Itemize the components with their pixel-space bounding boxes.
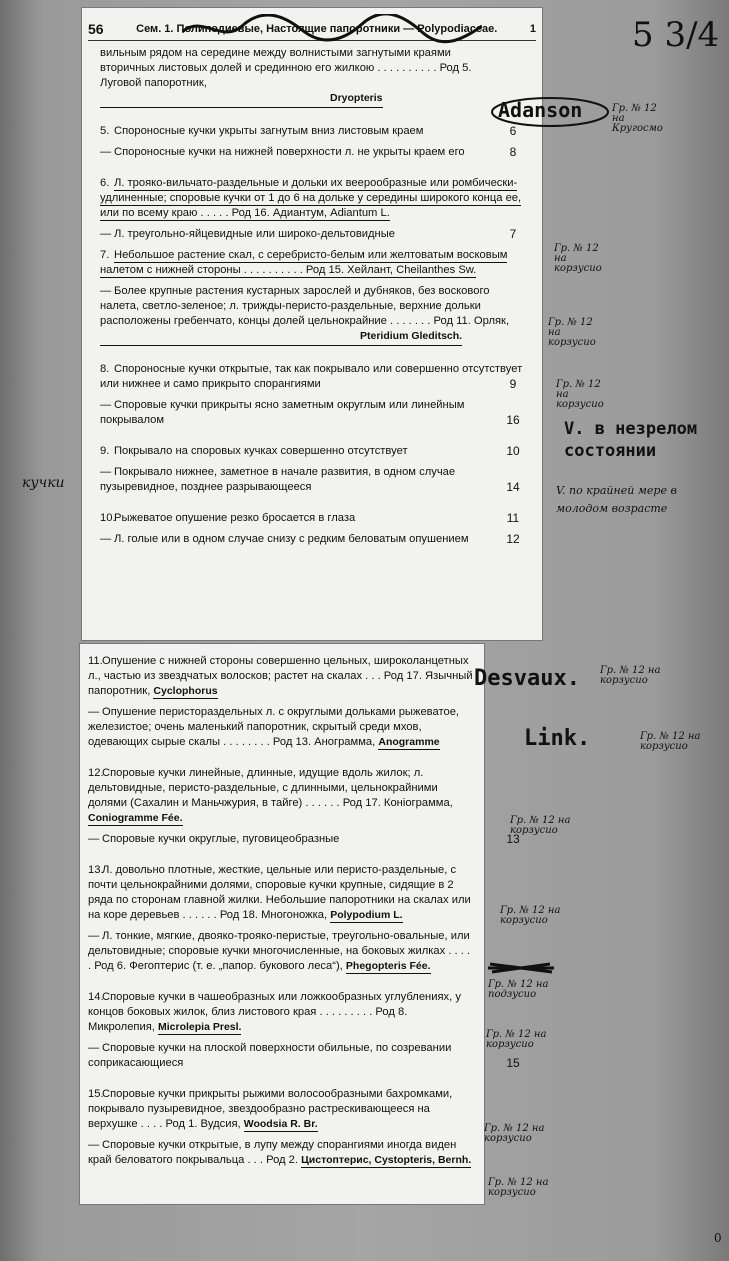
entry-number: — xyxy=(100,146,112,158)
entry-12 xyxy=(88,766,476,826)
entry-text: Опушение перистораздельных л. с округлыми дольками рыжеватое, железистое; очень маленький папоротник, скрытый среди мхов, одевающих сырые скалы . . . . . . . . Род 13. Анограмма, xyxy=(88,706,460,748)
entry-11 xyxy=(88,654,476,699)
entry-text: Споровые кучки прикрыты ясно заметным округлым или линейным покрывалом xyxy=(100,399,465,426)
entry-8-alt xyxy=(100,398,526,428)
entry-text: Покрывало на споровых кучках совершенно отсутствует xyxy=(114,445,408,457)
entry-ref: 7 xyxy=(509,227,517,241)
entry-5 xyxy=(100,124,526,139)
entry-number: 8. xyxy=(100,363,110,375)
entry-ref: 10 xyxy=(506,444,520,458)
note-left-kuchki: кучки xyxy=(22,475,65,491)
entry-text: Л. трояко-вильчато-раздельные и дольки их веерообразные или ромбически-удлиненные; споровые кучки от 1 до 6 на дольке у середины широкого конца ее, или по всему краю . . . . . Род 16. Адиантум, Adiantum L. xyxy=(100,177,522,219)
note-adanson: Гр. № 12 на Кругосмо xyxy=(612,103,663,134)
note-entry-13: Гр. № 12 на корзусио xyxy=(500,905,561,926)
entry-9 xyxy=(100,444,526,459)
entry-number: 5. xyxy=(100,125,110,137)
genus-name: Woodsia R. Br. xyxy=(243,1118,318,1130)
entry-7 xyxy=(100,248,526,278)
entry-number: — xyxy=(88,1139,100,1151)
entry-text: Спороносные кучки укрыты загнутым вниз листовым краем xyxy=(114,125,424,137)
entry-ref: 13 xyxy=(506,832,520,846)
genus-name: Cyclophorus xyxy=(153,685,218,697)
genus-name: Цистоптерис, Cystopteris, Bernh. xyxy=(301,1154,472,1166)
note-entry-14: Гр. № 12 на корзусио xyxy=(486,1029,547,1050)
entry-number: — xyxy=(88,833,100,845)
note-entry-11b: Гр. № 12 на корзусио xyxy=(640,731,701,752)
note-pteridium: Гр. № 12 на корзусио xyxy=(556,379,604,410)
page-number: 56 xyxy=(88,21,104,37)
handwritten-adanson: Adanson xyxy=(498,98,583,122)
entry-ref: 8 xyxy=(509,145,517,159)
entry-7-alt xyxy=(100,284,526,346)
entry-number: — xyxy=(100,399,112,411)
genus-name: Polypodium L. xyxy=(330,909,403,921)
entry-number: — xyxy=(100,228,112,240)
corner-number: 5 3/4 xyxy=(632,15,720,55)
handwritten-link: Link. xyxy=(524,726,591,751)
entry-12-alt xyxy=(88,832,520,847)
note-young-age: V. по крайней мере в молодом возрасте xyxy=(556,484,677,515)
entry-text: Рыжеватое опушение резко бросается в глаза xyxy=(114,512,356,524)
entry-text: Споровые кучки в чашеобразных или ложкообразных углублениях, у концов боковых жилок, близ листового края . . . . . . . . . Род 8. Микролепия, xyxy=(88,991,461,1033)
handwritten-desvaux: Desvaux. xyxy=(474,666,580,691)
entry-text: Споровые кучки округлые, пуговицеобразные xyxy=(102,833,340,845)
note-entry-7: Гр. № 12 на корзусио xyxy=(548,317,596,348)
entry-10 xyxy=(100,511,526,526)
entry-ref: 6 xyxy=(509,124,517,138)
bottom-right-mark: 0 xyxy=(714,1231,722,1245)
note-entry-15a: Гр. № 12 на корзусио xyxy=(484,1123,545,1144)
entry-ref: 15 xyxy=(506,1056,520,1070)
entry-text: Спороносные кучки на нижней поверхности л. не укрыты краем его xyxy=(114,146,465,158)
entry-text: Споровые кучки линейные, длинные, идущие вдоль жилок; л. дельтовидные, перисто-раздельные, с длинными, цельнокрайними долями (Сахалин и Маньчжурия, в тайге) . . . . . . Род 17. Конiограмма, xyxy=(88,767,453,809)
entry-ref: 16 xyxy=(506,413,520,427)
entry-number: 13. xyxy=(88,864,104,876)
entry-text: Л. голые или в одном случае снизу с редким беловатым опушением xyxy=(114,533,469,545)
entry-6-alt xyxy=(100,227,526,242)
entry-text: Более крупные растения кустарных зарослей и дубняков, без воскового налета, светло-зеленое; л. трижды-перисто-раздельные, верхние дольки расположены гребенчато, концы долей цельнокрайние . . . . . . . Род 11. Орляк, xyxy=(100,285,510,327)
genus-name: Coniogramme Fée. xyxy=(88,812,183,824)
entry-text: вильным рядом на середине между волнистыми загнутыми краями вторичных листовых долей и срединною его жилкою . . . . . . . . . . Род 5. Луговой папоротник, xyxy=(100,47,472,89)
entry-number: 7. xyxy=(100,249,110,261)
entry-text: Покрывало нижнее, заметное в начале развития, в одном случае пузыревидное, позднее разрывающееся xyxy=(100,466,456,493)
entry-number: — xyxy=(100,533,112,545)
entry-ref: 12 xyxy=(506,532,520,546)
entry-text: Споровые кучки прикрыты рыжими волосообразными бахромками, покрывало пузыревидное, звездообразно растрескивающееся на верхушке . . . . Род 1. Вудсия, xyxy=(88,1088,453,1130)
entry-text: Л. довольно плотные, жесткие, цельные или перисто-раздельные, с почти цельнокрайними долями, споровые кучки крупные, сидящие в 2 ряда по сторонам главной жилки. Небольшие папоротники на скалах или на коре деревьев . . . . . . Род 18. Многоножка, xyxy=(88,864,471,921)
entry-ref: 11 xyxy=(506,511,520,525)
entry-text: Небольшое растение скал, с серебристо-белым или желтоватым восковым налетом с нижней стороны . . . . . . . . . . Род 15. Хейлант, Cheilanthes Sw. xyxy=(100,249,508,276)
entry-continuation xyxy=(100,46,526,108)
entry-9-alt xyxy=(100,465,526,495)
header-scribble xyxy=(182,14,482,44)
header-right: 1 xyxy=(529,23,536,35)
entry-text: Л. треугольно-яйцевидные или широко-дельтовидные xyxy=(114,228,395,240)
entry-number: 10. xyxy=(100,512,116,524)
genus-name: Phegopteris Fée. xyxy=(345,960,431,972)
entry-ref: 14 xyxy=(506,480,520,494)
entry-14-alt xyxy=(88,1041,520,1071)
entry-number: 12. xyxy=(88,767,104,779)
entry-14 xyxy=(88,990,476,1035)
genus-name: Microlepia Presl. xyxy=(158,1021,242,1033)
entry-text: Споровые кучки на плоской поверхности обильные, по созревании соприкасающиеся xyxy=(88,1042,452,1069)
entry-number: 14. xyxy=(88,991,104,1003)
entry-number: — xyxy=(100,285,112,297)
header-title: Сем. 1. Полиподиевые, Настоящие папоротники — Polypodiaceae. xyxy=(136,23,498,35)
scribble-crossout xyxy=(486,958,556,978)
printed-page-top xyxy=(82,8,542,640)
entry-text: Л. тонкие, мягкие, двояко-трояко-перистые, треугольно-овальные, или дельтовидные; споровые кучки многочисленные, на боковых жилках . . . . . Род 6. Фегоптерис (т. е. „папор. букового леса“), xyxy=(88,930,471,972)
note-entry-6: Гр. № 12 на корзусио xyxy=(554,243,602,274)
entry-text: Опушение с нижней стороны совершенно цельных, широколанцетных л., частью из звездчатых волосков; растет на скалах . . . Род 17. Язычный папоротник, xyxy=(88,655,473,697)
entry-number: 6. xyxy=(100,177,110,189)
entry-10-alt xyxy=(100,532,526,547)
genus-name: Anogramme xyxy=(378,736,440,748)
entry-8 xyxy=(100,362,526,392)
entry-text: Споровые кучки открытые, в лупу между спорангиями иногда виден край беловатого покрывальца . . . Род 2. xyxy=(88,1139,457,1166)
entry-text: Спороносные кучки открытые, так как покрывало или совершенно отсутствует или нижнее и само прикрыто спорангиями xyxy=(100,363,523,390)
note-entry-12: Гр. № 12 на корзусио xyxy=(510,815,571,836)
entry-6 xyxy=(100,176,526,221)
entry-13-alt xyxy=(88,929,476,974)
entry-number: 9. xyxy=(100,445,110,457)
entry-13 xyxy=(88,863,476,923)
genus-name: Dryopteris xyxy=(100,91,383,108)
note-entry-13b: Гр. № 12 на подзусио xyxy=(488,979,549,1000)
entry-number: 11. xyxy=(88,655,103,667)
entry-11-alt xyxy=(88,705,476,750)
entry-15 xyxy=(88,1087,476,1132)
key-entries-page1 xyxy=(100,46,526,553)
entry-15-alt xyxy=(88,1138,476,1168)
note-immature: V. в незрелом состоянии xyxy=(564,419,698,461)
note-entry-11: Гр. № 12 на корзусио xyxy=(600,665,661,686)
entry-number: — xyxy=(88,930,100,942)
entry-number: — xyxy=(88,706,100,718)
entry-number: — xyxy=(100,466,112,478)
adanson-oval xyxy=(488,94,612,130)
genus-name: Pteridium Gleditsch. xyxy=(100,329,462,346)
entry-number: 15. xyxy=(88,1088,104,1100)
note-entry-15b: Гр. № 12 на корзусио xyxy=(488,1177,549,1198)
entry-ref: 9 xyxy=(509,377,517,391)
entry-number: — xyxy=(88,1042,100,1054)
entry-5-alt xyxy=(100,145,526,160)
